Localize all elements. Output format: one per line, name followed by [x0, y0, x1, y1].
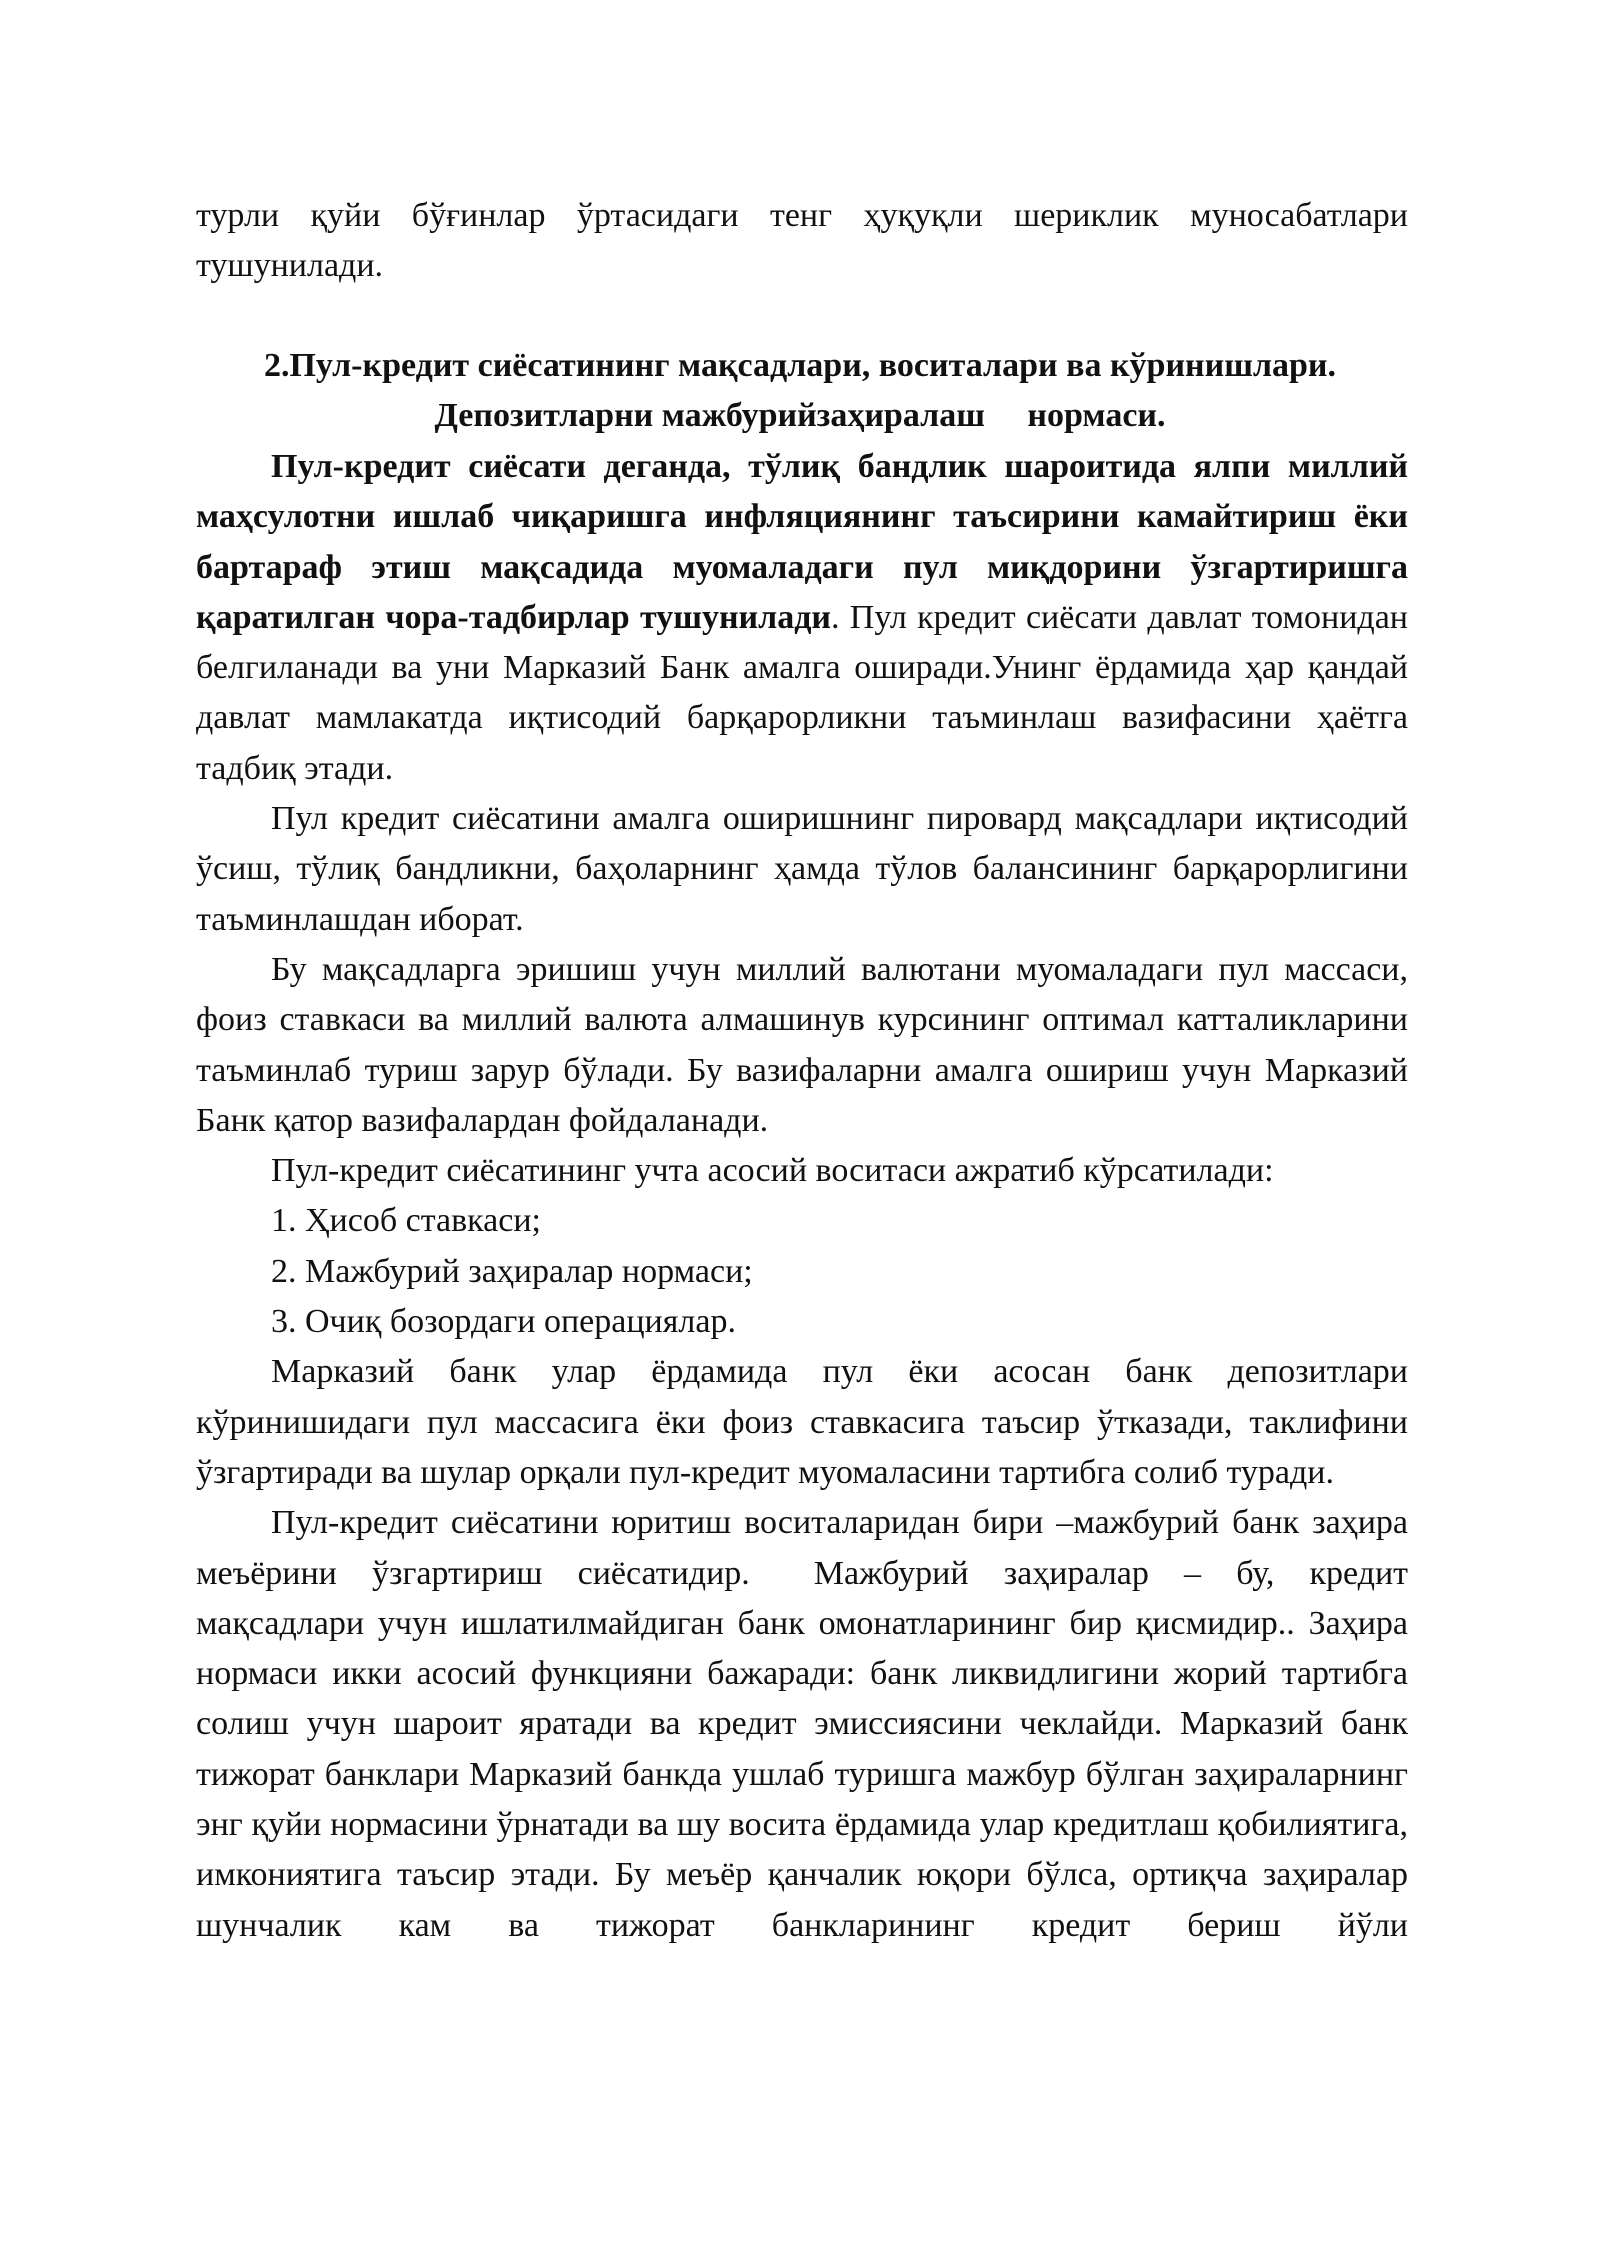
tasks-paragraph: Бу мақсадларга эришиш учун миллий валютани муомаладаги пул массаси, фоиз ставкаси ва миллий валюта алмашинув курсининг оптимал катталикларини таъминлаб туриш зарур бўлади. Бу вазифаларни амалга ошириш учун Марказий Банк қатор вазифалардан фойдаланади.	[196, 950, 1408, 1139]
reserve-paragraph-part-1: Пул-кредит сиёсатини юритиш воситаларидан бири –мажбурий банк заҳира меъёрини ўзгартириш сиёсатидир.	[196, 1504, 1408, 1592]
instrument-item: 3. Очиқ бозордаги операциялар.	[271, 1303, 736, 1341]
body-text	[196, 442, 1408, 1951]
reserve-paragraph	[196, 1498, 1408, 1951]
goals-paragraph: Пул кредит сиёсатини амалга оширишнинг пировард мақсадлари иқтисодий ўсиш, тўлиқ бандликни, баҳоларнинг ҳамда тўлов балансининг барқарорлигини таъминлашдан иборат.	[196, 800, 1408, 938]
instrument-item: 1. Ҳисоб ставкаси;	[271, 1202, 541, 1240]
definition-regular-text: . Пул кредит сиёсати давлат томонидан белгиланади ва уни Марказий Банк амалга оширади.Унинг ёрдамида ҳар қандай давлат мамлакатда иқтисодий барқарорликни таъминлаш вазифасини ҳаётга тадбиқ этади.	[196, 598, 1409, 787]
instrument-item: 2. Мажбурий заҳиралар нормаси;	[271, 1252, 753, 1290]
central-bank-paragraph: Марказий банк улар ёрдамида пул ёки асосан банк депозитлари кўринишидаги пул массасига ёки фоиз ставкасига таъсир ўтказади, таклифини ўзгартиради ва шулар орқали пул-кредит муомаласини тартибга солиб туради.	[196, 1353, 1408, 1491]
intro-paragraph: турли қуйи бўғинлар ўртасидаги тенг ҳуқуқли шериклик муносабатлари тушунилади.	[196, 197, 1408, 285]
reserve-paragraph-part-2: Мажбурий заҳиралар – бу, кредит мақсадлари учун ишлатилмайдиган банк омонатларининг бир қисмидир.. Заҳира нормаси икки асосий функцияни бажаради: банк ликвидлигини жорий тартибга солиш учун шароит яратади ва кредит эмиссиясини чеклайди. Марказий банк тижорат банклари Марказий банкда ушлаб туришга мажбур бўлган заҳираларнинг энг қуйи нормасини ўрнатади ва шу восита ёрдамида улар кредитлаш қобилиятига, имкониятига таъсир этади. Бу меъёр қанчалик юқори бўлса, ортиқча заҳиралар шунчалик кам ва тижорат банкларининг кредит бериш йўли	[196, 1554, 1408, 1944]
section-heading-line-1: 2.Пул-кредит сиёсатининг мақсадлари, воситалари ва кўринишлари.	[263, 347, 1337, 384]
definition-paragraph	[196, 442, 1408, 794]
instruments-intro: Пул-кредит сиёсатининг учта асосий воситаси ажратиб кўрсатилади:	[271, 1152, 1274, 1190]
section-heading-line-2: Депозитларни мажбурийзаҳиралаш нормаси.	[434, 397, 1166, 434]
definition-bold-text: Пул-кредит сиёсати деганда, тўлиқ бандлик шароитида ялпи миллий маҳсулотни ишлаб чиқаришга инфляциянинг таъсирини камайтириш ёки бартараф этиш мақсадида муомаладаги пул миқдорини ўзгартиришга қаратилган чора-тадбирлар тушунилади	[196, 448, 1408, 636]
